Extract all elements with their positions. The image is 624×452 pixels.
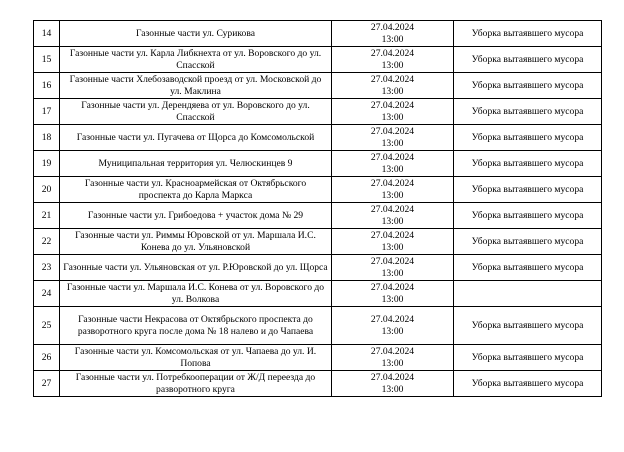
location-cell: Газонные части ул. Ульяновская от ул. Р.Юровской до ул. Щорса — [60, 255, 332, 281]
date-text: 27.04.2024 — [370, 230, 415, 241]
row-number: 27 — [34, 371, 60, 397]
row-number: 20 — [34, 177, 60, 203]
action-cell: Уборка вытаявшего мусора — [454, 203, 602, 229]
row-number: 23 — [34, 255, 60, 281]
action-cell: Уборка вытаявшего мусора — [454, 371, 602, 397]
datetime-cell — [332, 371, 454, 397]
time-text: 13:00 — [381, 267, 404, 279]
action-cell — [454, 281, 602, 307]
row-number: 18 — [34, 125, 60, 151]
datetime-cell — [332, 203, 454, 229]
table-row — [34, 229, 602, 255]
row-number: 26 — [34, 345, 60, 371]
row-number: 15 — [34, 47, 60, 73]
table-row — [34, 99, 602, 125]
datetime-cell — [332, 73, 454, 99]
schedule-table — [33, 20, 602, 397]
date-text: 27.04.2024 — [370, 346, 415, 357]
date-text: 27.04.2024 — [370, 178, 415, 189]
datetime-cell — [332, 99, 454, 125]
table-row — [34, 203, 602, 229]
datetime-cell — [332, 281, 454, 307]
date-text: 27.04.2024 — [370, 74, 415, 85]
table-row — [34, 307, 602, 345]
action-cell: Уборка вытаявшего мусора — [454, 307, 602, 345]
row-number: 22 — [34, 229, 60, 255]
date-text: 27.04.2024 — [370, 256, 415, 267]
action-cell: Уборка вытаявшего мусора — [454, 125, 602, 151]
row-number: 17 — [34, 99, 60, 125]
location-cell: Газонные части ул. Грибоедова + участок дома № 29 — [60, 203, 332, 229]
row-number: 19 — [34, 151, 60, 177]
table-row — [34, 345, 602, 371]
date-text: 27.04.2024 — [370, 282, 415, 293]
datetime-cell — [332, 21, 454, 47]
action-cell: Уборка вытаявшего мусора — [454, 73, 602, 99]
table-row — [34, 73, 602, 99]
datetime-cell — [332, 229, 454, 255]
time-text: 13:00 — [381, 215, 404, 227]
table-row — [34, 177, 602, 203]
time-text: 13:00 — [381, 293, 404, 305]
table-row — [34, 125, 602, 151]
row-number: 25 — [34, 307, 60, 345]
location-cell: Газонные части ул. Дерендяева от ул. Воровского до ул. Спасской — [60, 99, 332, 125]
action-cell: Уборка вытаявшего мусора — [454, 255, 602, 281]
action-cell: Уборка вытаявшего мусора — [454, 99, 602, 125]
date-text: 27.04.2024 — [370, 100, 415, 111]
datetime-cell — [332, 307, 454, 345]
row-number: 21 — [34, 203, 60, 229]
time-text: 13:00 — [381, 33, 404, 45]
action-cell: Уборка вытаявшего мусора — [454, 21, 602, 47]
time-text: 13:00 — [381, 85, 404, 97]
location-cell: Газонные части ул. Красноармейская от Октябрьского проспекта до Карла Маркса — [60, 177, 332, 203]
time-text: 13:00 — [381, 383, 404, 395]
action-cell: Уборка вытаявшего мусора — [454, 345, 602, 371]
date-text: 27.04.2024 — [370, 372, 415, 383]
table-row — [34, 47, 602, 73]
location-cell: Газонные части ул. Потребкооперации от Ж/Д переезда до разворотного круга — [60, 371, 332, 397]
time-text: 13:00 — [381, 357, 404, 369]
datetime-cell — [332, 47, 454, 73]
date-text: 27.04.2024 — [370, 22, 415, 33]
datetime-cell — [332, 125, 454, 151]
location-cell: Муниципальная территория ул. Челюскинцев 9 — [60, 151, 332, 177]
table-row — [34, 255, 602, 281]
datetime-cell — [332, 255, 454, 281]
date-text: 27.04.2024 — [370, 48, 415, 59]
table-row — [34, 151, 602, 177]
table-row — [34, 371, 602, 397]
time-text: 13:00 — [381, 137, 404, 149]
time-text: 13:00 — [381, 325, 404, 337]
location-cell: Газонные части ул. Маршала И.С. Конева от ул. Воровского до ул. Волкова — [60, 281, 332, 307]
table-row — [34, 281, 602, 307]
location-cell: Газонные части ул. Комсомольская от ул. Чапаева до ул. И. Попова — [60, 345, 332, 371]
location-cell: Газонные части ул. Карла Либкнехта от ул. Воровского до ул. Спасской — [60, 47, 332, 73]
date-text: 27.04.2024 — [370, 126, 415, 137]
date-text: 27.04.2024 — [370, 152, 415, 163]
time-text: 13:00 — [381, 241, 404, 253]
action-cell: Уборка вытаявшего мусора — [454, 229, 602, 255]
date-text: 27.04.2024 — [370, 314, 415, 325]
location-cell: Газонные части Некрасова от Октябрьского проспекта до разворотного круга после дома № 18 налево и до Чапаева — [60, 307, 332, 345]
time-text: 13:00 — [381, 111, 404, 123]
row-number: 24 — [34, 281, 60, 307]
action-cell: Уборка вытаявшего мусора — [454, 47, 602, 73]
date-text: 27.04.2024 — [370, 204, 415, 215]
row-number: 14 — [34, 21, 60, 47]
location-cell: Газонные части ул. Пугачева от Щорса до Комсомольской — [60, 125, 332, 151]
location-cell: Газонные части Хлебозаводской проезд от ул. Московской до ул. Маклина — [60, 73, 332, 99]
time-text: 13:00 — [381, 163, 404, 175]
action-cell: Уборка вытаявшего мусора — [454, 177, 602, 203]
time-text: 13:00 — [381, 189, 404, 201]
row-number: 16 — [34, 73, 60, 99]
location-cell: Газонные части ул. Сурикова — [60, 21, 332, 47]
action-cell: Уборка вытаявшего мусора — [454, 151, 602, 177]
location-cell: Газонные части ул. Риммы Юровской от ул. Маршала И.С. Конева до ул. Ульяновской — [60, 229, 332, 255]
datetime-cell — [332, 345, 454, 371]
table-row — [34, 21, 602, 47]
datetime-cell — [332, 151, 454, 177]
time-text: 13:00 — [381, 59, 404, 71]
datetime-cell — [332, 177, 454, 203]
